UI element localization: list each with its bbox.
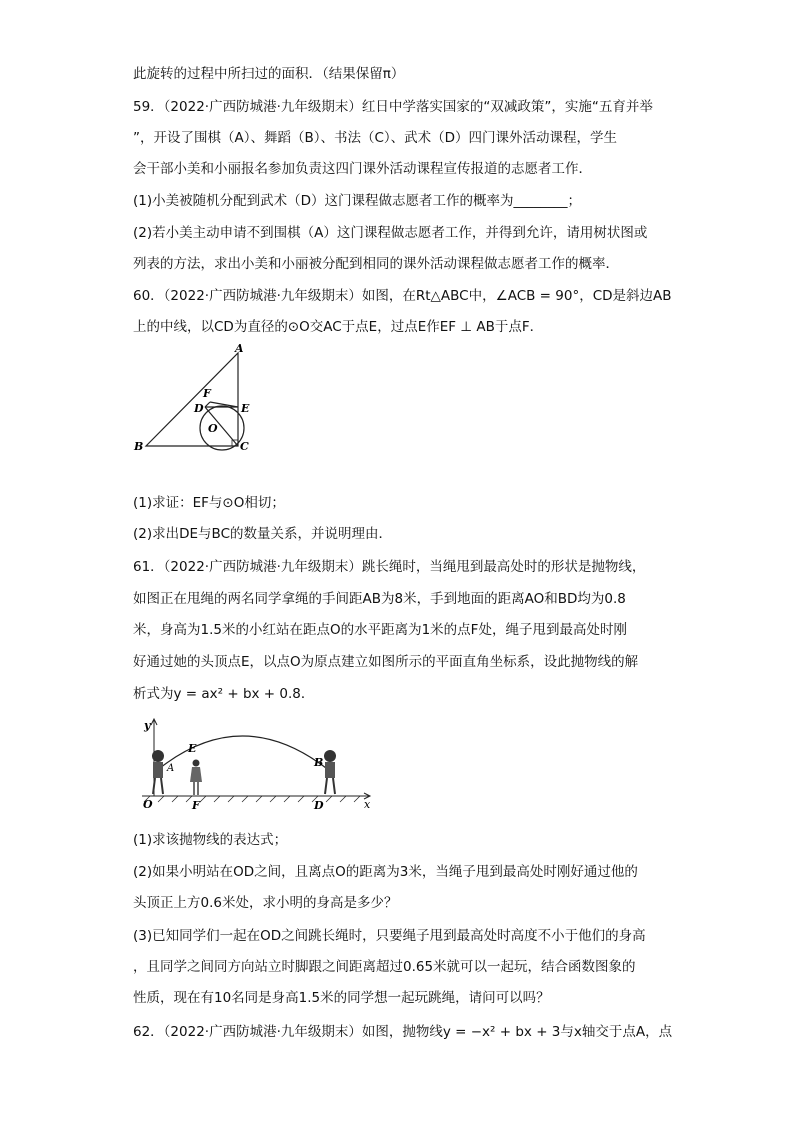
q61-part-3b: ，且同学之间同方向站立时脚跟之间距离超过0.65米就可以一起玩，结合函数图象的 — [133, 959, 636, 975]
label-B: B — [134, 440, 144, 453]
label-F: F — [203, 387, 211, 400]
text-line-1: 此旋转的过程中所扫过的面积．（结果保留π） — [133, 66, 405, 82]
q59-part-2a: (2)若小美主动申请不到围棋（A）这门课程做志愿者工作，并得到允许，请用树状图或 — [133, 225, 648, 241]
q59-line-3: 会干部小美和小丽报名参加负责这四门课外活动课程宣传报道的志愿者工作． — [133, 161, 592, 177]
label-A: A — [167, 763, 175, 774]
label-F: F — [192, 799, 200, 812]
label-B: B — [314, 756, 324, 769]
q59-line-1: 59．（2022·广西防城港·九年级期末）红日中学落实国家的“双减政策”，实施“五育并举 — [133, 99, 653, 115]
q60-figure — [132, 342, 268, 454]
label-y: y — [144, 719, 151, 732]
q61-line-1: 61．（2022·广西防城港·九年级期末）跳长绳时，当绳甩到最高处时的形状是抛物线， — [133, 559, 646, 575]
label-D: D — [314, 799, 324, 812]
label-C: C — [240, 440, 249, 453]
q59-part-2b: 列表的方法，求出小美和小丽被分配到相同的课外活动课程做志愿者工作的概率． — [133, 256, 619, 272]
q61-part-3c: 性质，现在有10名同是身高1.5米的同学想一起玩跳绳，请问可以吗？ — [133, 990, 550, 1006]
q61-line-4: 好通过她的头顶点E，以点O为原点建立如图所示的平面直角坐标系，设此抛物线的解 — [133, 654, 639, 670]
q60-part-1: (1)求证：EF与⊙O相切； — [133, 495, 285, 511]
q61-part-2b: 头顶正上方0.6米处，求小明的身高是多少？ — [133, 895, 398, 911]
label-E: E — [241, 402, 250, 415]
q61-line-5: 析式为y = ax² + bx + 0.8． — [133, 686, 315, 702]
right-child-figure — [324, 750, 336, 794]
q61-line-3: 米，身高为1.5米的小红站在距点O的水平距离为1米的点F处，绳子甩到最高处时刚 — [133, 622, 627, 638]
q60-part-2: (2)求出DE与BC的数量关系，并说明理由． — [133, 526, 392, 542]
label-x: x — [364, 798, 371, 811]
label-E: E — [188, 742, 197, 755]
q60-line-1: 60．（2022·广西防城港·九年级期末）如图，在Rt△ABC中，∠ACB = 90°，CD是斜边AB — [133, 288, 672, 304]
q61-part-1: (1)求该抛物线的表达式； — [133, 832, 288, 848]
q62-line-1: 62．（2022·广西防城港·九年级期末）如图，抛物线y = −x² + bx + 3与x轴交于点A，点 — [133, 1024, 673, 1040]
triangle-abc — [146, 353, 238, 446]
label-A: A — [235, 342, 244, 355]
label-O: O — [208, 422, 218, 435]
q61-figure — [138, 716, 378, 812]
rope-parabola — [160, 736, 326, 768]
label-D: D — [194, 402, 204, 415]
q61-part-2a: (2)如果小明站在OD之间，且离点O的距离为3米，当绳子甩到最高处时刚好通过他的 — [133, 864, 638, 880]
q60-line-2: 上的中线，以CD为直径的⊙O交AC于点E，过点E作EF ⊥ AB于点F． — [133, 319, 544, 335]
q59-line-2: ”，开设了围棋（A）、舞蹈（B）、书法（C）、武术（D）四门课外活动课程，学生 — [133, 130, 618, 146]
girl-figure — [190, 760, 202, 796]
q61-line-2: 如图正在甩绳的两名同学拿绳的手间距AB为8米，手到地面的距离AO和BD均为0.8 — [133, 591, 626, 607]
label-O: O — [143, 798, 153, 811]
q59-part-1: (1)小美被随机分配到武术（D）这门课程做志愿者工作的概率为________； — [133, 193, 582, 209]
q61-part-3a: (3)已知同学们一起在OD之间跳长绳时，只要绳子甩到最高处时高度不小于他们的身高 — [133, 928, 646, 944]
left-child-figure — [152, 750, 164, 794]
